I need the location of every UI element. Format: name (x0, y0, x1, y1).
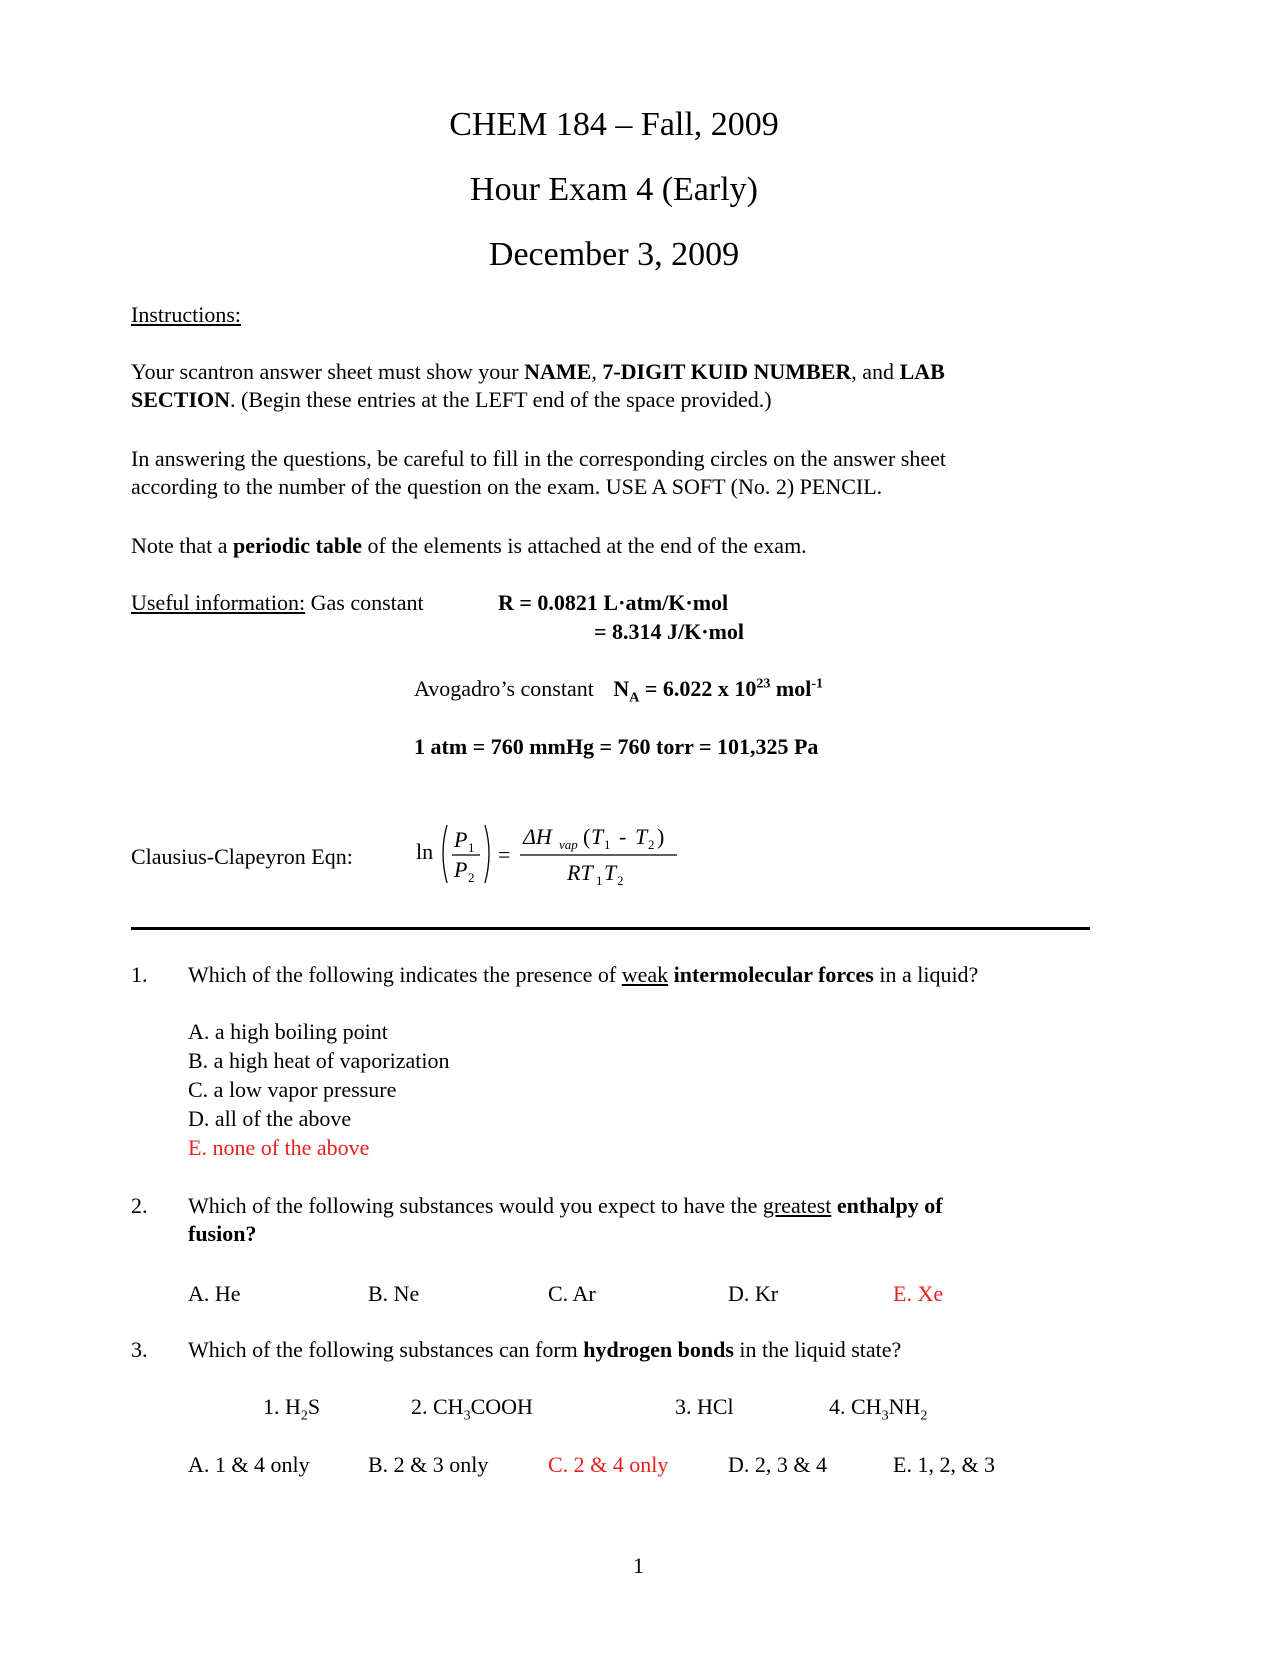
avogadro-row (414, 676, 824, 706)
q1-stem-weak: weak (621, 962, 669, 987)
instructions-paragraph-1 (131, 359, 945, 414)
q2-stem-bold-2: fusion? (188, 1221, 257, 1247)
q3-stem-a: Which of the following substances can form (188, 1337, 584, 1362)
pressure-conversion: 1 atm = 760 mmHg = 760 torr = 101,325 Pa (414, 734, 819, 759)
question-3-stem (188, 1337, 901, 1363)
q2-option-c[interactable]: C. Ar (548, 1281, 596, 1306)
avogadro-num: = 6.022 x 10 (639, 676, 757, 701)
q3-option-a[interactable]: A. 1 & 4 only (188, 1452, 310, 1477)
cc-right-paren (485, 825, 489, 883)
question-2-number: 2. (131, 1193, 148, 1218)
p3-text-c: of the elements is attached at the end of the exam. (361, 533, 807, 558)
r1-text: R = 0.0821 L (498, 590, 619, 615)
c2-b: COOH (470, 1394, 533, 1419)
p1-lab-label: LAB (899, 359, 945, 384)
question-1-number: 1. (131, 962, 148, 987)
avogadro-sub: A (629, 690, 640, 706)
cc-equals: = (498, 842, 511, 867)
gas-constant-value-1 (498, 590, 728, 616)
avogadro-n: N (613, 676, 630, 701)
c1-sub: 2 (300, 1408, 308, 1424)
q3-option-d[interactable]: D. 2, 3 & 4 (728, 1452, 827, 1477)
q3-option-e[interactable]: E. 1, 2, & 3 (893, 1452, 996, 1477)
p3-text-a: Note that a (131, 533, 234, 558)
cc-left-paren (443, 825, 447, 883)
cc-t2: T (635, 824, 648, 849)
q1-stem-a: Which of the following indicates the presence of (188, 962, 622, 987)
cc-t1-sub: 1 (604, 837, 611, 852)
q3-option-c-answer[interactable]: C. 2 & 4 only (548, 1452, 669, 1477)
r2-dot: · (701, 619, 709, 644)
q2-option-a[interactable]: A. He (188, 1281, 241, 1306)
q2-option-e-answer[interactable]: E. Xe (893, 1281, 944, 1306)
r2-text: = 8.314 J/K (594, 619, 702, 644)
r2-text-b: mol (708, 619, 745, 644)
useful-info-label (131, 590, 424, 616)
p1-name-label: NAME (524, 359, 592, 384)
p1-text-e: . (Begin these entries at the LEFT end of the space provided.) (230, 387, 772, 413)
q1-option-a[interactable]: A. a high boiling point (188, 1019, 388, 1044)
q2-stem-a: Which of the following substances would you expect to have the (188, 1193, 763, 1218)
avogadro-exp: 23 (756, 676, 771, 692)
q1-stem-c: in a liquid? (873, 962, 979, 987)
clausius-clapeyron-label: Clausius-Clapeyron Eqn: (131, 844, 353, 869)
p1-section-label: SECTION (131, 387, 231, 413)
q3-compound-3: 3. HCl (675, 1394, 734, 1419)
cc-vap-sub: vap (559, 837, 578, 852)
c4-sub-1: 3 (881, 1408, 889, 1424)
q1-option-d[interactable]: D. all of the above (188, 1106, 352, 1131)
cc-p2-sub: 2 (468, 870, 475, 885)
instructions-heading: Instructions: (131, 302, 241, 327)
q3-compound-4 (829, 1394, 928, 1424)
exam-date: December 3, 2009 (488, 236, 740, 273)
avogadro-value (613, 676, 824, 706)
c4-a: 4. CH (829, 1394, 882, 1419)
course-title: CHEM 184 – Fall, 2009 (449, 106, 779, 143)
cc-delta-h: ΔH (523, 824, 552, 849)
cc-rt-t2-sub: 2 (617, 873, 624, 888)
question-1-stem (188, 962, 978, 988)
page-number: 1 (633, 1553, 644, 1578)
c4-sub-2: 2 (920, 1408, 928, 1424)
p3-periodic-table: periodic table (233, 533, 362, 558)
instructions-paragraph-2 (131, 446, 946, 501)
cc-p1-sub: 1 (468, 840, 475, 855)
p1-text-c: , (591, 359, 603, 384)
cc-rt-t1-sub: 1 (596, 873, 603, 888)
cc-t2-sub: 2 (648, 837, 655, 852)
q2-stem-bold: enthalpy of (836, 1193, 943, 1218)
cc-p1: P (454, 827, 468, 852)
cc-open-paren: ( (583, 824, 591, 849)
q1-option-c[interactable]: C. a low vapor pressure (188, 1077, 397, 1102)
instructions-paragraph-3 (131, 533, 807, 559)
q3-compound-1 (263, 1394, 321, 1424)
question-1-options (188, 1019, 449, 1164)
r1-dot-a: · (618, 590, 626, 615)
q1-stem-bold: intermolecular forces (673, 962, 874, 987)
cc-rt: RT (567, 860, 593, 885)
c4-b: NH (888, 1394, 921, 1419)
cc-p2: P (454, 857, 468, 882)
q1-option-e-answer[interactable]: E. none of the above (188, 1135, 370, 1160)
r1-dot-b: · (685, 590, 693, 615)
c2-a: 2. CH (411, 1394, 464, 1419)
q3-option-b[interactable]: B. 2 & 3 only (368, 1452, 489, 1477)
question-3-number: 3. (131, 1337, 148, 1362)
r1-text-b: atm/K (625, 590, 686, 615)
useful-info-heading: Useful information: (131, 590, 306, 615)
avogadro-unit: mol (770, 676, 812, 701)
cc-minus: - (619, 824, 627, 849)
p2-line-2: according to the number of the question on the exam. USE A SOFT (No. 2) PENCIL. (131, 474, 883, 500)
p1-text-d: , and (851, 359, 900, 384)
q2-stem-greatest: greatest (762, 1193, 832, 1218)
p1-kuid-label: 7-DIGIT KUID NUMBER (602, 359, 852, 384)
cc-t1: T (591, 824, 604, 849)
q2-option-b[interactable]: B. Ne (368, 1281, 420, 1306)
cc-close-paren: ) (657, 824, 665, 849)
avogadro-unit-exp: -1 (811, 676, 824, 692)
c2-sub: 3 (463, 1408, 471, 1424)
cc-rt-t2: T (604, 860, 617, 885)
c1-a: 1. H (263, 1394, 301, 1419)
exam-title: Hour Exam 4 (Early) (470, 171, 758, 208)
clausius-clapeyron-equation (410, 815, 690, 895)
gas-constant-value-2 (594, 619, 744, 645)
section-divider (131, 927, 1090, 930)
q3-compound-2 (411, 1394, 533, 1424)
q2-option-d[interactable]: D. Kr (728, 1281, 779, 1306)
q3-stem-bold: hydrogen bonds (583, 1337, 734, 1362)
question-2-stem (188, 1193, 943, 1248)
gas-constant-label: Gas constant (305, 590, 424, 615)
c1-b: S (307, 1394, 321, 1419)
p2-line-1: In answering the questions, be careful to fill in the corresponding circles on the answer sheet (131, 446, 946, 471)
q3-stem-c: in the liquid state? (733, 1337, 902, 1362)
avogadro-label: Avogadro’s constant (414, 676, 594, 701)
p1-text-a: Your scantron answer sheet must show your (131, 359, 525, 384)
q1-option-b[interactable]: B. a high heat of vaporization (188, 1048, 450, 1073)
cc-ln: ln (416, 839, 434, 864)
r1-text-c: mol (692, 590, 729, 615)
